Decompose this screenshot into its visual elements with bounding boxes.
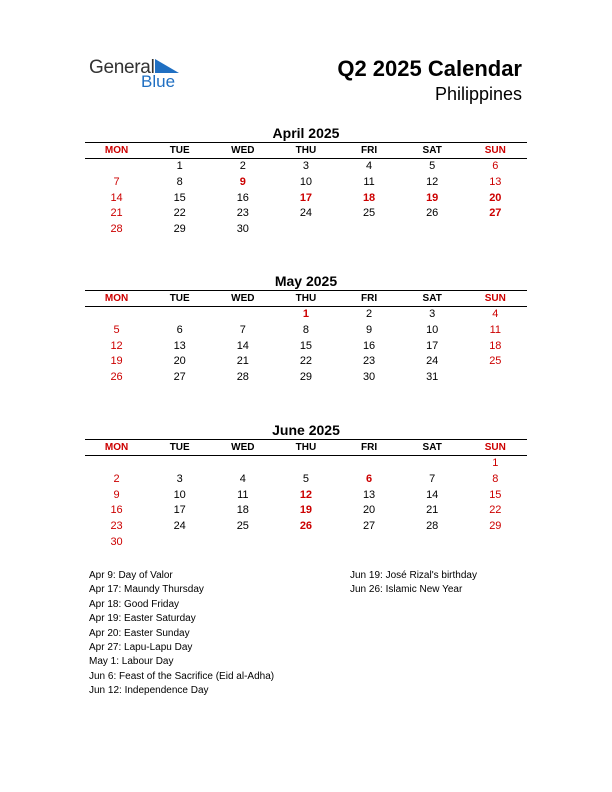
date-cell bbox=[338, 222, 401, 238]
date-cell: 7 bbox=[239, 323, 246, 336]
date-cell: 26 bbox=[426, 207, 439, 220]
date-cell: 30 bbox=[236, 223, 249, 236]
date-cell: 3 bbox=[429, 308, 436, 320]
month-block bbox=[85, 272, 527, 386]
date-cell: 9 bbox=[366, 323, 373, 336]
weekday-label: WED bbox=[231, 145, 255, 156]
date-cell: 31 bbox=[426, 371, 439, 384]
weekday-label: WED bbox=[231, 442, 255, 453]
logo-blue-text: Blue bbox=[141, 72, 176, 91]
date-cell bbox=[401, 535, 464, 551]
week-row bbox=[85, 175, 527, 191]
month-title: June 2025 bbox=[272, 422, 340, 438]
date-cell bbox=[148, 535, 211, 551]
date-cell: 8 bbox=[492, 472, 499, 485]
date-cell bbox=[464, 535, 527, 551]
date-cell: 5 bbox=[113, 323, 120, 336]
date-cell bbox=[85, 159, 148, 175]
date-cell: 15 bbox=[489, 488, 502, 501]
date-cell bbox=[464, 222, 527, 238]
date-cell: 1 bbox=[176, 160, 183, 172]
date-cell: 8 bbox=[176, 175, 183, 188]
holiday-date-cell: 18 bbox=[362, 191, 376, 204]
holiday-date-cell: 20 bbox=[489, 191, 502, 204]
date-cell: 18 bbox=[236, 504, 249, 517]
holiday-date-cell: 6 bbox=[366, 472, 373, 485]
holiday-list-right bbox=[350, 569, 477, 598]
date-cell bbox=[464, 370, 527, 386]
date-cell: 29 bbox=[489, 520, 502, 533]
date-cell: 29 bbox=[299, 371, 313, 384]
date-cell: 24 bbox=[173, 520, 186, 533]
week-row bbox=[85, 472, 527, 488]
date-cell: 14 bbox=[110, 191, 123, 204]
date-cell: 11 bbox=[489, 323, 502, 336]
date-cell: 5 bbox=[302, 472, 309, 485]
weekday-header bbox=[85, 290, 527, 307]
holiday-date-cell: 1 bbox=[302, 308, 309, 320]
week-row bbox=[85, 354, 527, 370]
date-cell: 25 bbox=[489, 355, 502, 368]
date-cell: 14 bbox=[236, 339, 249, 352]
week-row bbox=[85, 307, 527, 323]
weekday-label: SAT bbox=[422, 293, 442, 304]
holiday-entry: Apr 19: Easter Saturday bbox=[89, 613, 196, 625]
date-cell: 12 bbox=[426, 175, 439, 188]
date-cell: 28 bbox=[110, 223, 123, 236]
holiday-date-cell: 12 bbox=[299, 488, 313, 501]
holiday-date-cell: 9 bbox=[239, 175, 246, 188]
date-cell bbox=[211, 307, 274, 323]
date-cell: 22 bbox=[299, 355, 313, 368]
weekday-label: MON bbox=[104, 293, 129, 304]
date-cell: 28 bbox=[426, 520, 439, 533]
weekday-label: SUN bbox=[484, 293, 506, 304]
date-cell bbox=[274, 535, 337, 551]
date-cell: 4 bbox=[239, 472, 246, 485]
week-row bbox=[85, 488, 527, 504]
date-cell: 7 bbox=[113, 175, 120, 188]
date-cell: 18 bbox=[489, 339, 502, 352]
date-cell: 1 bbox=[492, 457, 499, 469]
date-cell: 6 bbox=[176, 323, 183, 336]
week-row bbox=[85, 323, 527, 339]
generalblue-logo bbox=[89, 57, 199, 91]
week-row bbox=[85, 222, 527, 238]
weekday-label: FRI bbox=[361, 145, 378, 156]
weekday-header bbox=[85, 142, 527, 159]
month-title: April 2025 bbox=[272, 125, 340, 141]
date-cell: 12 bbox=[110, 339, 123, 352]
date-cell: 25 bbox=[362, 207, 376, 220]
date-cell: 16 bbox=[110, 504, 123, 517]
logo-flag-icon bbox=[155, 59, 179, 73]
date-cell: 30 bbox=[110, 535, 123, 548]
holiday-date-cell: 17 bbox=[299, 191, 313, 204]
week-row bbox=[85, 370, 527, 386]
date-cell: 23 bbox=[236, 207, 249, 220]
logo-general-text: General bbox=[89, 57, 155, 78]
holiday-entry: Jun 6: Feast of the Sacrifice (Eid al-Adha) bbox=[89, 670, 275, 682]
holiday-entry: Apr 18: Good Friday bbox=[89, 598, 180, 610]
date-cell: 10 bbox=[299, 175, 313, 188]
holiday-date-cell: 27 bbox=[489, 207, 502, 220]
weekday-label: FRI bbox=[361, 293, 378, 304]
date-cell: 24 bbox=[426, 355, 439, 368]
date-cell: 14 bbox=[426, 488, 439, 501]
date-cell: 9 bbox=[113, 488, 120, 501]
holiday-date-cell: 19 bbox=[426, 191, 439, 204]
weekday-label: TUE bbox=[169, 145, 190, 156]
week-row bbox=[85, 519, 527, 535]
date-cell: 26 bbox=[110, 371, 123, 384]
weekday-label: THU bbox=[295, 145, 317, 156]
date-cell: 30 bbox=[362, 371, 376, 384]
date-cell: 16 bbox=[362, 339, 376, 352]
date-cell: 19 bbox=[110, 355, 123, 368]
date-cell: 21 bbox=[236, 355, 249, 368]
date-cell: 4 bbox=[366, 160, 373, 172]
week-row bbox=[85, 206, 527, 222]
date-cell: 23 bbox=[110, 520, 123, 533]
holiday-date-cell: 19 bbox=[299, 504, 313, 517]
date-cell bbox=[401, 456, 464, 472]
weekday-label: SAT bbox=[422, 145, 442, 156]
month-block bbox=[85, 124, 527, 238]
date-cell: 27 bbox=[362, 520, 376, 533]
date-cell: 23 bbox=[362, 355, 376, 368]
date-cell: 13 bbox=[489, 175, 502, 188]
weekday-label: TUE bbox=[169, 442, 190, 453]
date-cell: 3 bbox=[302, 160, 309, 172]
weekday-label: MON bbox=[104, 145, 129, 156]
date-cell: 7 bbox=[429, 472, 436, 485]
date-cell: 13 bbox=[362, 488, 376, 501]
date-cell: 5 bbox=[429, 160, 436, 172]
date-cell bbox=[85, 456, 148, 472]
page-title: Q2 2025 Calendar bbox=[337, 56, 522, 81]
date-cell: 28 bbox=[236, 371, 249, 384]
week-row bbox=[85, 339, 527, 355]
date-cell: 4 bbox=[492, 308, 499, 320]
date-cell: 22 bbox=[489, 504, 502, 517]
date-cell bbox=[401, 222, 464, 238]
date-cell: 10 bbox=[173, 488, 186, 501]
date-cell: 24 bbox=[299, 207, 313, 220]
date-cell bbox=[211, 456, 274, 472]
date-cell: 20 bbox=[362, 504, 376, 517]
holiday-entry: Apr 20: Easter Sunday bbox=[89, 627, 190, 639]
date-cell: 20 bbox=[173, 355, 186, 368]
week-row bbox=[85, 191, 527, 207]
date-cell: 22 bbox=[173, 207, 186, 220]
weekday-label: THU bbox=[295, 293, 317, 304]
date-cell bbox=[148, 456, 211, 472]
date-cell: 13 bbox=[173, 339, 186, 352]
date-cell bbox=[274, 222, 337, 238]
weekday-label: MON bbox=[104, 442, 129, 453]
holiday-entry: May 1: Labour Day bbox=[89, 656, 174, 668]
date-cell: 29 bbox=[173, 223, 186, 236]
date-cell bbox=[338, 535, 401, 551]
date-cell: 8 bbox=[302, 323, 309, 336]
month-title: May 2025 bbox=[274, 273, 338, 289]
weekday-label: FRI bbox=[361, 442, 378, 453]
date-cell: 6 bbox=[492, 160, 499, 172]
date-cell: 27 bbox=[173, 371, 186, 384]
date-cell: 17 bbox=[173, 504, 186, 517]
date-cell bbox=[148, 307, 211, 323]
holiday-entry: Jun 19: José Rizal's birthday bbox=[350, 570, 477, 581]
date-cell: 11 bbox=[237, 488, 249, 501]
date-cell: 15 bbox=[173, 191, 186, 204]
weekday-label: TUE bbox=[169, 293, 190, 304]
date-cell bbox=[211, 535, 274, 551]
holiday-entry: Jun 12: Independence Day bbox=[89, 685, 209, 697]
country-name: Philippines bbox=[434, 84, 522, 104]
date-cell: 2 bbox=[113, 472, 120, 485]
weekday-label: SUN bbox=[484, 145, 506, 156]
week-row bbox=[85, 535, 527, 551]
weekday-label: SUN bbox=[484, 442, 506, 453]
week-row bbox=[85, 456, 527, 472]
holiday-entry: Apr 17: Maundy Thursday bbox=[89, 584, 204, 596]
weekday-header bbox=[85, 439, 527, 456]
holiday-entry: Jun 26: Islamic New Year bbox=[350, 584, 463, 596]
holiday-date-cell: 26 bbox=[299, 520, 313, 533]
date-cell: 11 bbox=[363, 175, 375, 188]
date-cell: 10 bbox=[426, 323, 439, 336]
holiday-entry: Apr 27: Lapu-Lapu Day bbox=[89, 642, 193, 654]
weekday-label: WED bbox=[231, 293, 255, 304]
date-cell: 3 bbox=[176, 472, 183, 485]
date-cell bbox=[85, 307, 148, 323]
date-cell: 21 bbox=[426, 504, 439, 517]
weekday-label: SAT bbox=[422, 442, 442, 453]
week-row bbox=[85, 159, 527, 175]
weekday-label: THU bbox=[295, 442, 317, 453]
date-cell: 2 bbox=[239, 160, 246, 172]
date-cell: 17 bbox=[426, 339, 439, 352]
date-cell: 2 bbox=[366, 308, 373, 320]
date-cell: 16 bbox=[236, 191, 249, 204]
date-cell: 15 bbox=[299, 339, 313, 352]
date-cell bbox=[274, 456, 337, 472]
date-cell: 21 bbox=[110, 207, 123, 220]
date-cell: 25 bbox=[236, 520, 249, 533]
week-row bbox=[85, 503, 527, 519]
holiday-entry: Apr 9: Day of Valor bbox=[89, 570, 173, 581]
month-block bbox=[85, 421, 527, 551]
date-cell bbox=[338, 456, 401, 472]
holiday-list-left bbox=[89, 569, 274, 699]
